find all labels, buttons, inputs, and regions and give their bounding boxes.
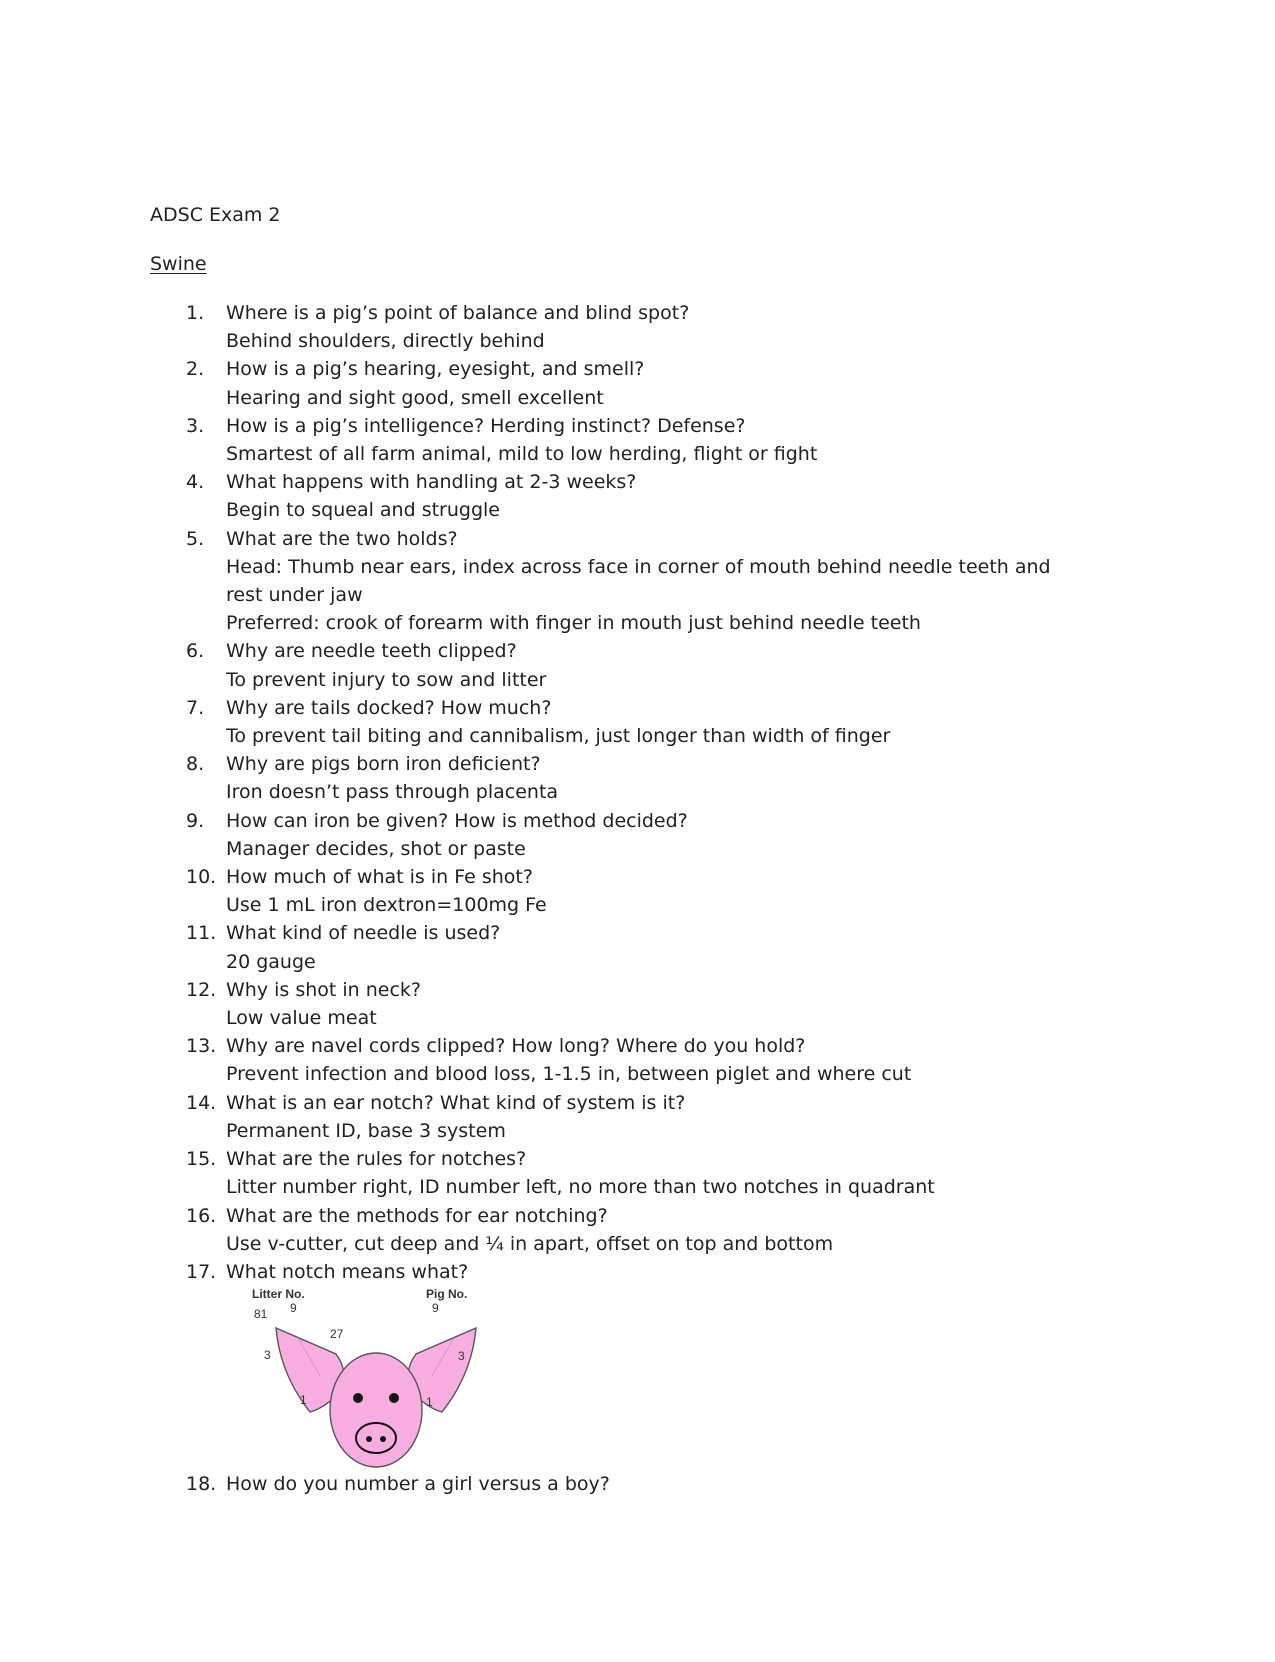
- litter-number-label: Litter No.: [252, 1287, 305, 1302]
- right-ear-notch-9: 9: [432, 1301, 439, 1316]
- question-item: [0, 1089, 1275, 1145]
- answer-text: Use v-cutter, cut deep and ¼ in apart, offset on top and bottom: [226, 1232, 834, 1255]
- right-ear-notch-1: 1: [426, 1395, 433, 1410]
- right-nostril: [380, 1436, 386, 1442]
- question-text: How is a pig’s intelligence? Herding instinct? Defense?: [226, 414, 746, 437]
- question-number: 15.: [186, 1148, 217, 1171]
- question-item: [0, 1202, 1275, 1258]
- answer-text: Prevent infection and blood loss, 1-1.5 in, between piglet and where cut: [226, 1063, 912, 1086]
- right-ear-notch-3: 3: [458, 1349, 465, 1364]
- question-text: Why is shot in neck?: [226, 978, 422, 1001]
- question-item: [0, 694, 1275, 750]
- question-number: 10.: [186, 866, 217, 889]
- question-body: [226, 919, 1076, 975]
- question-body: [226, 976, 1076, 1032]
- question-item: [0, 863, 1275, 919]
- left-ear-notch-3: 3: [264, 1348, 271, 1363]
- question-body: [226, 1258, 1076, 1286]
- left-eye: [353, 1393, 363, 1403]
- answer-text: Litter number right, ID number left, no more than two notches in quadrant: [226, 1176, 935, 1199]
- question-text: What are the two holds?: [226, 527, 458, 550]
- answer-text: Permanent ID, base 3 system: [226, 1119, 506, 1142]
- question-number: 9.: [186, 809, 205, 832]
- question-number: 5.: [186, 527, 205, 550]
- pig-head-illustration: [250, 1286, 512, 1470]
- section-title: Swine: [150, 253, 207, 275]
- question-body: [226, 525, 1076, 638]
- question-item: [0, 468, 1275, 524]
- document-title: ADSC Exam 2: [150, 204, 281, 226]
- answer-text: Manager decides, shot or paste: [226, 837, 526, 860]
- question-body: [226, 355, 1076, 411]
- question-text: What happens with handling at 2-3 weeks?: [226, 471, 637, 494]
- figure-item: [0, 1286, 1275, 1470]
- answer-text: Preferred: crook of forearm with finger in mouth just behind needle teeth: [226, 612, 921, 635]
- question-body: [226, 637, 1076, 693]
- snout: [356, 1423, 396, 1453]
- answer-text: Low value meat: [226, 1007, 377, 1030]
- question-text: What kind of needle is used?: [226, 922, 501, 945]
- pig-number-label: Pig No.: [426, 1287, 468, 1302]
- question-number: 14.: [186, 1091, 217, 1114]
- question-number: 4.: [186, 471, 205, 494]
- question-text: Why are tails docked? How much?: [226, 696, 552, 719]
- question-text: How is a pig’s hearing, eyesight, and smell?: [226, 358, 645, 381]
- left-ear-notch-81: 81: [254, 1307, 268, 1322]
- answer-text: Hearing and sight good, smell excellent: [226, 386, 604, 409]
- question-number: 11.: [186, 922, 217, 945]
- question-text: Why are navel cords clipped? How long? Where do you hold?: [226, 1035, 806, 1058]
- question-text: How much of what is in Fe shot?: [226, 866, 533, 889]
- question-number: 12.: [186, 978, 217, 1001]
- question-body: [226, 1202, 1076, 1258]
- question-text: Where is a pig’s point of balance and blind spot?: [226, 302, 690, 324]
- right-eye: [389, 1393, 399, 1403]
- question-item: [0, 1145, 1275, 1201]
- question-body: [226, 863, 1076, 919]
- question-text: What are the methods for ear notching?: [226, 1204, 608, 1227]
- question-text: Why are needle teeth clipped?: [226, 640, 517, 663]
- question-number: 17.: [186, 1260, 217, 1283]
- question-text: What are the rules for notches?: [226, 1148, 527, 1171]
- question-number: 1.: [186, 302, 205, 324]
- question-body: [226, 1145, 1076, 1201]
- question-body: [226, 807, 1076, 863]
- question-body: [226, 750, 1076, 806]
- question-body: [226, 299, 1076, 355]
- answer-text: Head: Thumb near ears, index across face in corner of mouth behind needle teeth and rest under jaw: [226, 555, 1051, 607]
- question-text: What notch means what?: [226, 1260, 469, 1283]
- question-item: [0, 525, 1275, 638]
- question-item: [0, 1258, 1275, 1286]
- question-text: How do you number a girl versus a boy?: [226, 1473, 610, 1496]
- answer-text: 20 gauge: [226, 950, 316, 973]
- question-item: [0, 355, 1275, 411]
- question-body: [226, 694, 1076, 750]
- question-item: [0, 637, 1275, 693]
- question-body: [226, 412, 1076, 468]
- question-body: [226, 1032, 1076, 1088]
- question-body: [226, 1470, 1076, 1498]
- answer-text: Behind shoulders, directly behind: [226, 330, 545, 353]
- left-ear-notch-9: 9: [290, 1301, 297, 1316]
- left-ear-notch-1: 1: [300, 1393, 307, 1408]
- question-body: [226, 1089, 1076, 1145]
- ear-notch-figure: [250, 1286, 512, 1470]
- question-text: What is an ear notch? What kind of system is it?: [226, 1091, 686, 1114]
- answer-text: Use 1 mL iron dextron=100mg Fe: [226, 894, 547, 917]
- question-number: 6.: [186, 640, 205, 663]
- answer-text: To prevent tail biting and cannibalism, just longer than width of finger: [226, 725, 891, 748]
- question-item: [0, 750, 1275, 806]
- question-item: [0, 1032, 1275, 1088]
- question-number: 16.: [186, 1204, 217, 1227]
- answer-text: Smartest of all farm animal, mild to low herding, flight or fight: [226, 443, 818, 466]
- question-text: How can iron be given? How is method decided?: [226, 809, 688, 832]
- question-list: [0, 299, 1275, 1498]
- question-text: Why are pigs born iron deficient?: [226, 753, 541, 776]
- question-item: [0, 976, 1275, 1032]
- question-number: 13.: [186, 1035, 217, 1058]
- question-item: [0, 412, 1275, 468]
- question-item: [0, 1470, 1275, 1498]
- answer-text: To prevent injury to sow and litter: [226, 668, 547, 691]
- left-nostril: [366, 1436, 372, 1442]
- question-number: 7.: [186, 696, 205, 719]
- question-number: 8.: [186, 753, 205, 776]
- question-item: [0, 919, 1275, 975]
- question-item: [0, 807, 1275, 863]
- left-ear-notch-27: 27: [330, 1327, 344, 1342]
- answer-text: Begin to squeal and struggle: [226, 499, 500, 522]
- question-body: [226, 468, 1076, 524]
- question-number: 2.: [186, 358, 205, 381]
- question-number: 18.: [186, 1473, 217, 1496]
- answer-text: Iron doesn’t pass through placenta: [226, 781, 559, 804]
- question-number: 3.: [186, 414, 205, 437]
- question-item: [0, 299, 1275, 355]
